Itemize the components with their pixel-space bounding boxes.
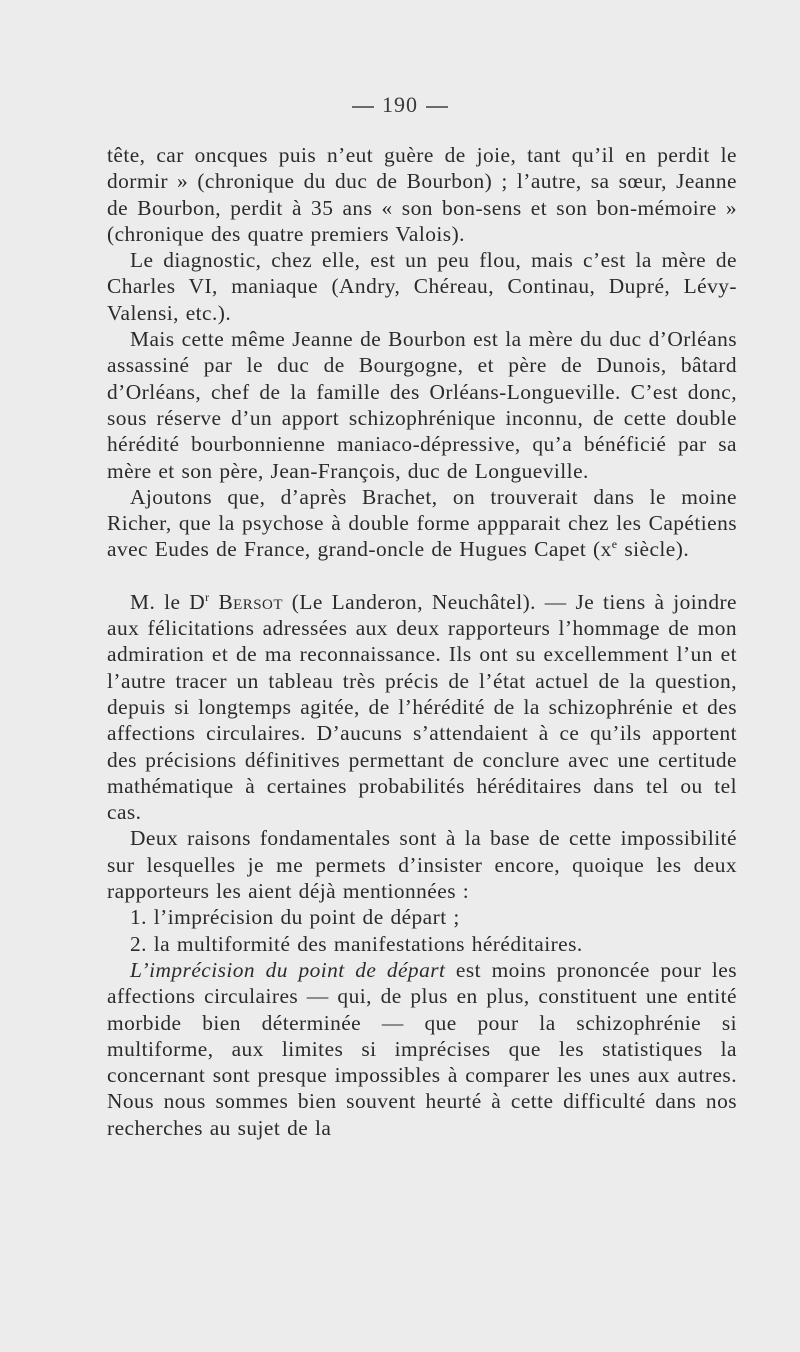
speaker-text: (Le Landeron, Neuchâtel). — Je tiens à joindre aux félicitations adressées aux deux rapporteurs l’hommage de mon admiration et de ma reconnaissance. Ils ont su excellemment l’un et l’autre tracer un tableau très précis de l’état actuel de la question, depuis si longtemps agitée, de l’hérédité de la schizophrénie et des affections circulaires. D’aucuns s’attendaient à ce qu’ils apportent des précisions définitives permettant de conclure avec une certitude mathématique à certaines probabilités héréditaires dans tel ou tel cas. <box>107 589 737 825</box>
paragraph-1: tête, car oncques puis n’eut guère de joie, tant qu’il en perdit le dormir » (chronique du duc de Bourbon) ; l’autre, sa sœur, Jeanne de Bourbon, perdit à 35 ans « son bon-sens et son bon-mémoire » (chronique des quatre premiers Valois). <box>107 143 737 246</box>
paragraph-6: Deux raisons fondamentales sont à la base de cette impossibilité sur lesquelles je me permets d’insister encore, quoique les deux rapporteurs les aient déjà mentionnées : <box>107 826 737 904</box>
century-superscript: e <box>611 537 618 552</box>
right-dash <box>426 106 448 108</box>
speaker-paragraph <box>107 589 737 826</box>
doctor-superscript: r <box>205 589 210 604</box>
paragraph-2: Le diagnostic, chez elle, est un peu flou, mais c’est la mère de Charles VI, maniaque (Andry, Chéreau, Continau, Dupré, Lévy-Valensi, etc.). <box>107 248 737 325</box>
speaker-title: M. le D <box>130 589 206 614</box>
paragraph-7-italic: L’imprécision du point de départ <box>130 957 446 982</box>
paragraph-3: Mais cette même Jeanne de Bourbon est la mère du duc d’Orléans assassiné par le duc de Bourgogne, et père de Dunois, bâtard d’Orléans, chef de la famille des Orléans-Longueville. C’est donc, sous réserve d’un apport schizophrénique inconnu, de cette double hérédité bourbonnienne maniaco-dépressive, qu’a bénéficié par sa mère et son père, Jean-François, duc de Longueville. <box>107 327 737 483</box>
page-number-value: 190 <box>382 92 418 117</box>
speaker-name: Bersot <box>218 589 283 614</box>
paragraph-4 <box>107 484 737 563</box>
paragraph-7-text: est moins prononcée pour les affections circulaires — qui, de plus en plus, constituent une entité morbide bien déterminée — que pour la schizophrénie si multiforme, aux limites si imprécises que les statistiques la concernant sont presque impossibles à comparer les unes aux autres. Nous nous sommes bien souvent heurté à cette difficulté dans nos recherches au sujet de la <box>107 957 737 1140</box>
page-number <box>0 92 800 118</box>
left-dash <box>352 106 374 108</box>
list-item-2: 2. la multiformité des manifestations héréditaires. <box>130 931 583 956</box>
paragraph-4-text: Ajoutons que, d’après Brachet, on trouverait dans le moine Richer, que la psychose à double forme appparait chez les Capétiens avec Eudes de France, grand-oncle de Hugues Capet (x <box>107 484 737 562</box>
body-text <box>107 142 737 1141</box>
paragraph-7 <box>107 957 737 1141</box>
paragraph-4-end: siècle). <box>617 537 690 562</box>
list-item-1: 1. l’imprécision du point de départ ; <box>130 905 460 930</box>
